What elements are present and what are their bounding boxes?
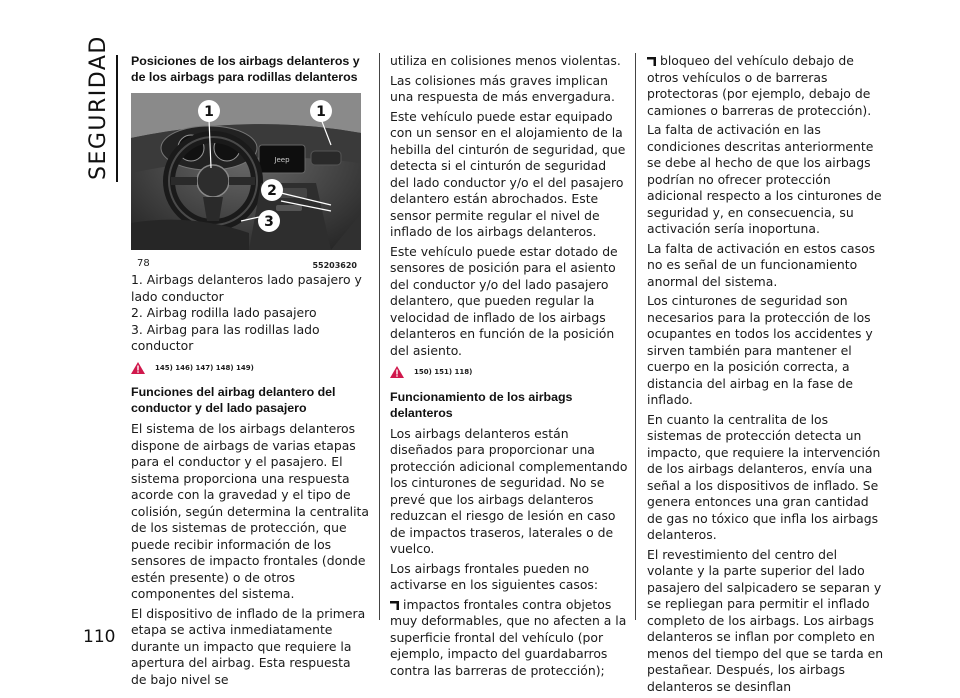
warning-refs-text: 150) 151) 118) [414,368,473,376]
caption-item: 2. Airbag rodilla lado pasajero [131,305,317,320]
svg-text:Jeep: Jeep [274,156,290,164]
section-rule [116,55,118,182]
warning-references [131,360,369,377]
bullet-item [647,53,885,119]
bullet-square-icon [390,601,399,610]
caption-item: 3. Airbag para las rodillas lado conductor [131,321,320,353]
column-divider [635,53,636,620]
bullet-text: bloqueo del vehículo debajo de otros vehículos o de barreras protectoras (por ejemplo, debajo de camiones o barreras de protección). [647,53,872,118]
callout-label: 1 [204,104,214,120]
paragraph: Las colisiones más graves implican una respuesta de más envergadura. [390,72,615,104]
warning-triangle-icon [131,362,145,374]
paragraph: Los airbags frontales pueden no activarse en los siguientes casos: [390,560,599,592]
callout-label: 2 [267,183,277,199]
section-heading: Funcionamiento de los airbags delanteros [390,389,573,420]
callout-label: 3 [264,214,274,230]
bullet-square-icon [647,57,656,66]
caption-list [131,272,369,355]
paragraph: Este vehículo puede estar equipado con un sensor en el alojamiento de la hebilla del cinturón de seguridad, que detecta si el cinturón de seguridad del lado conductor y/o el del pasajero delantero están abrochados. Este sensor permite regular el nivel de inflado de los airbags delanteros. [390,108,626,239]
callout-label: 1 [316,104,326,120]
paragraph: Este vehículo puede estar dotado de sensores de posición para el asiento del conductor y/o del lado pasajero delantero, que pueden regular la velocidad de inflado de los airbags delanteros en función de la posición del asiento. [390,243,618,358]
paragraph: El revestimiento del centro del volante y la parte superior del lado pasajero del salpicadero se separan y se repliegan para permitir el inflado completo de los airbags. Los airbags delanteros se inflan por completo en menos del tiempo del que se tarda en pestañear. Después, los airbags delanteros se desinflan [647,546,884,694]
paragraph: Los airbags delanteros están diseñados para proporcionar una protección adicional complementando los cinturones de seguridad. No se prevé que los airbags delanteros reduzcan el riesgo de lesión en caso de impactos traseros, laterales o de vuelco. [390,425,628,556]
page-number: 110 [83,627,116,647]
warning-triangle-icon [390,366,404,378]
warning-refs-text: 145) 146) 147) 148) 149) [155,363,254,372]
paragraph: La falta de activación en estos casos no es señal de un funcionamiento anormal del sistema. [647,240,876,289]
caption-item: 1. Airbags delanteros lado pasajero y lado conductor [131,272,362,304]
section-heading: Posiciones de los airbags delanteros y de los airbags para rodillas delanteros [131,54,360,84]
section-heading: Funciones del airbag delantero del conductor y del lado pasajero [131,385,336,415]
figure-number: 78 [137,258,150,269]
paragraph: En cuanto la centralita de los sistemas de protección detecta un impacto, que requiere la intervención de los airbags delanteros, envía una señal a los dispositivos de inflado. Se genera entonces una gran cantidad de gas no tóxico que infla los airbags delanteros. [647,411,881,542]
paragraph: El dispositivo de inflado de la primera etapa se activa inmediatamente durante un impacto que requiere la apertura del airbag. Esta respuesta de bajo nivel se [131,605,366,687]
warning-references [390,364,628,381]
paragraph: El sistema de los airbags delanteros dispone de airbags de varias etapas para el conductor y el pasajero. El sistema proporciona una respuesta acorde con la gravedad y el tipo de colisión, según determina la centralita de los sistemas de protección, que puede recibir información de los sensores de impacto frontales (donde estén presente) o de otros componentes del sistema. [131,421,369,601]
column-divider [379,53,380,620]
bullet-text: impactos frontales contra objetos muy deformables, que no afecten a la superficie frontal del vehículo (por ejemplo, impacto del guardabarros contra las barreras de protección); [390,596,627,678]
paragraph: La falta de activación en las condiciones descritas anteriormente se debe al hecho de que los airbags podrían no ofrecer protección adicional respecto a los cinturones de seguridad y, en consecuencia, su activación sería inoportuna. [647,122,882,236]
paragraph: Los cinturones de seguridad son necesarios para la protección de los ocupantes en todos los accidentes y sirven también para mantener el cuerpo en la posición correcta, a distancia del airbag en la fase de inflado. [647,293,873,407]
figure-code: 55203620 [312,261,357,270]
bullet-item [390,597,628,680]
paragraph: utiliza en colisiones menos violentas. [390,53,621,68]
section-title: SEGURIDAD [86,35,111,180]
dashboard-photo [131,93,361,250]
column-1 [131,53,369,691]
column-3 [647,53,885,698]
column-2 [390,53,628,682]
dashboard-figure [131,93,361,270]
